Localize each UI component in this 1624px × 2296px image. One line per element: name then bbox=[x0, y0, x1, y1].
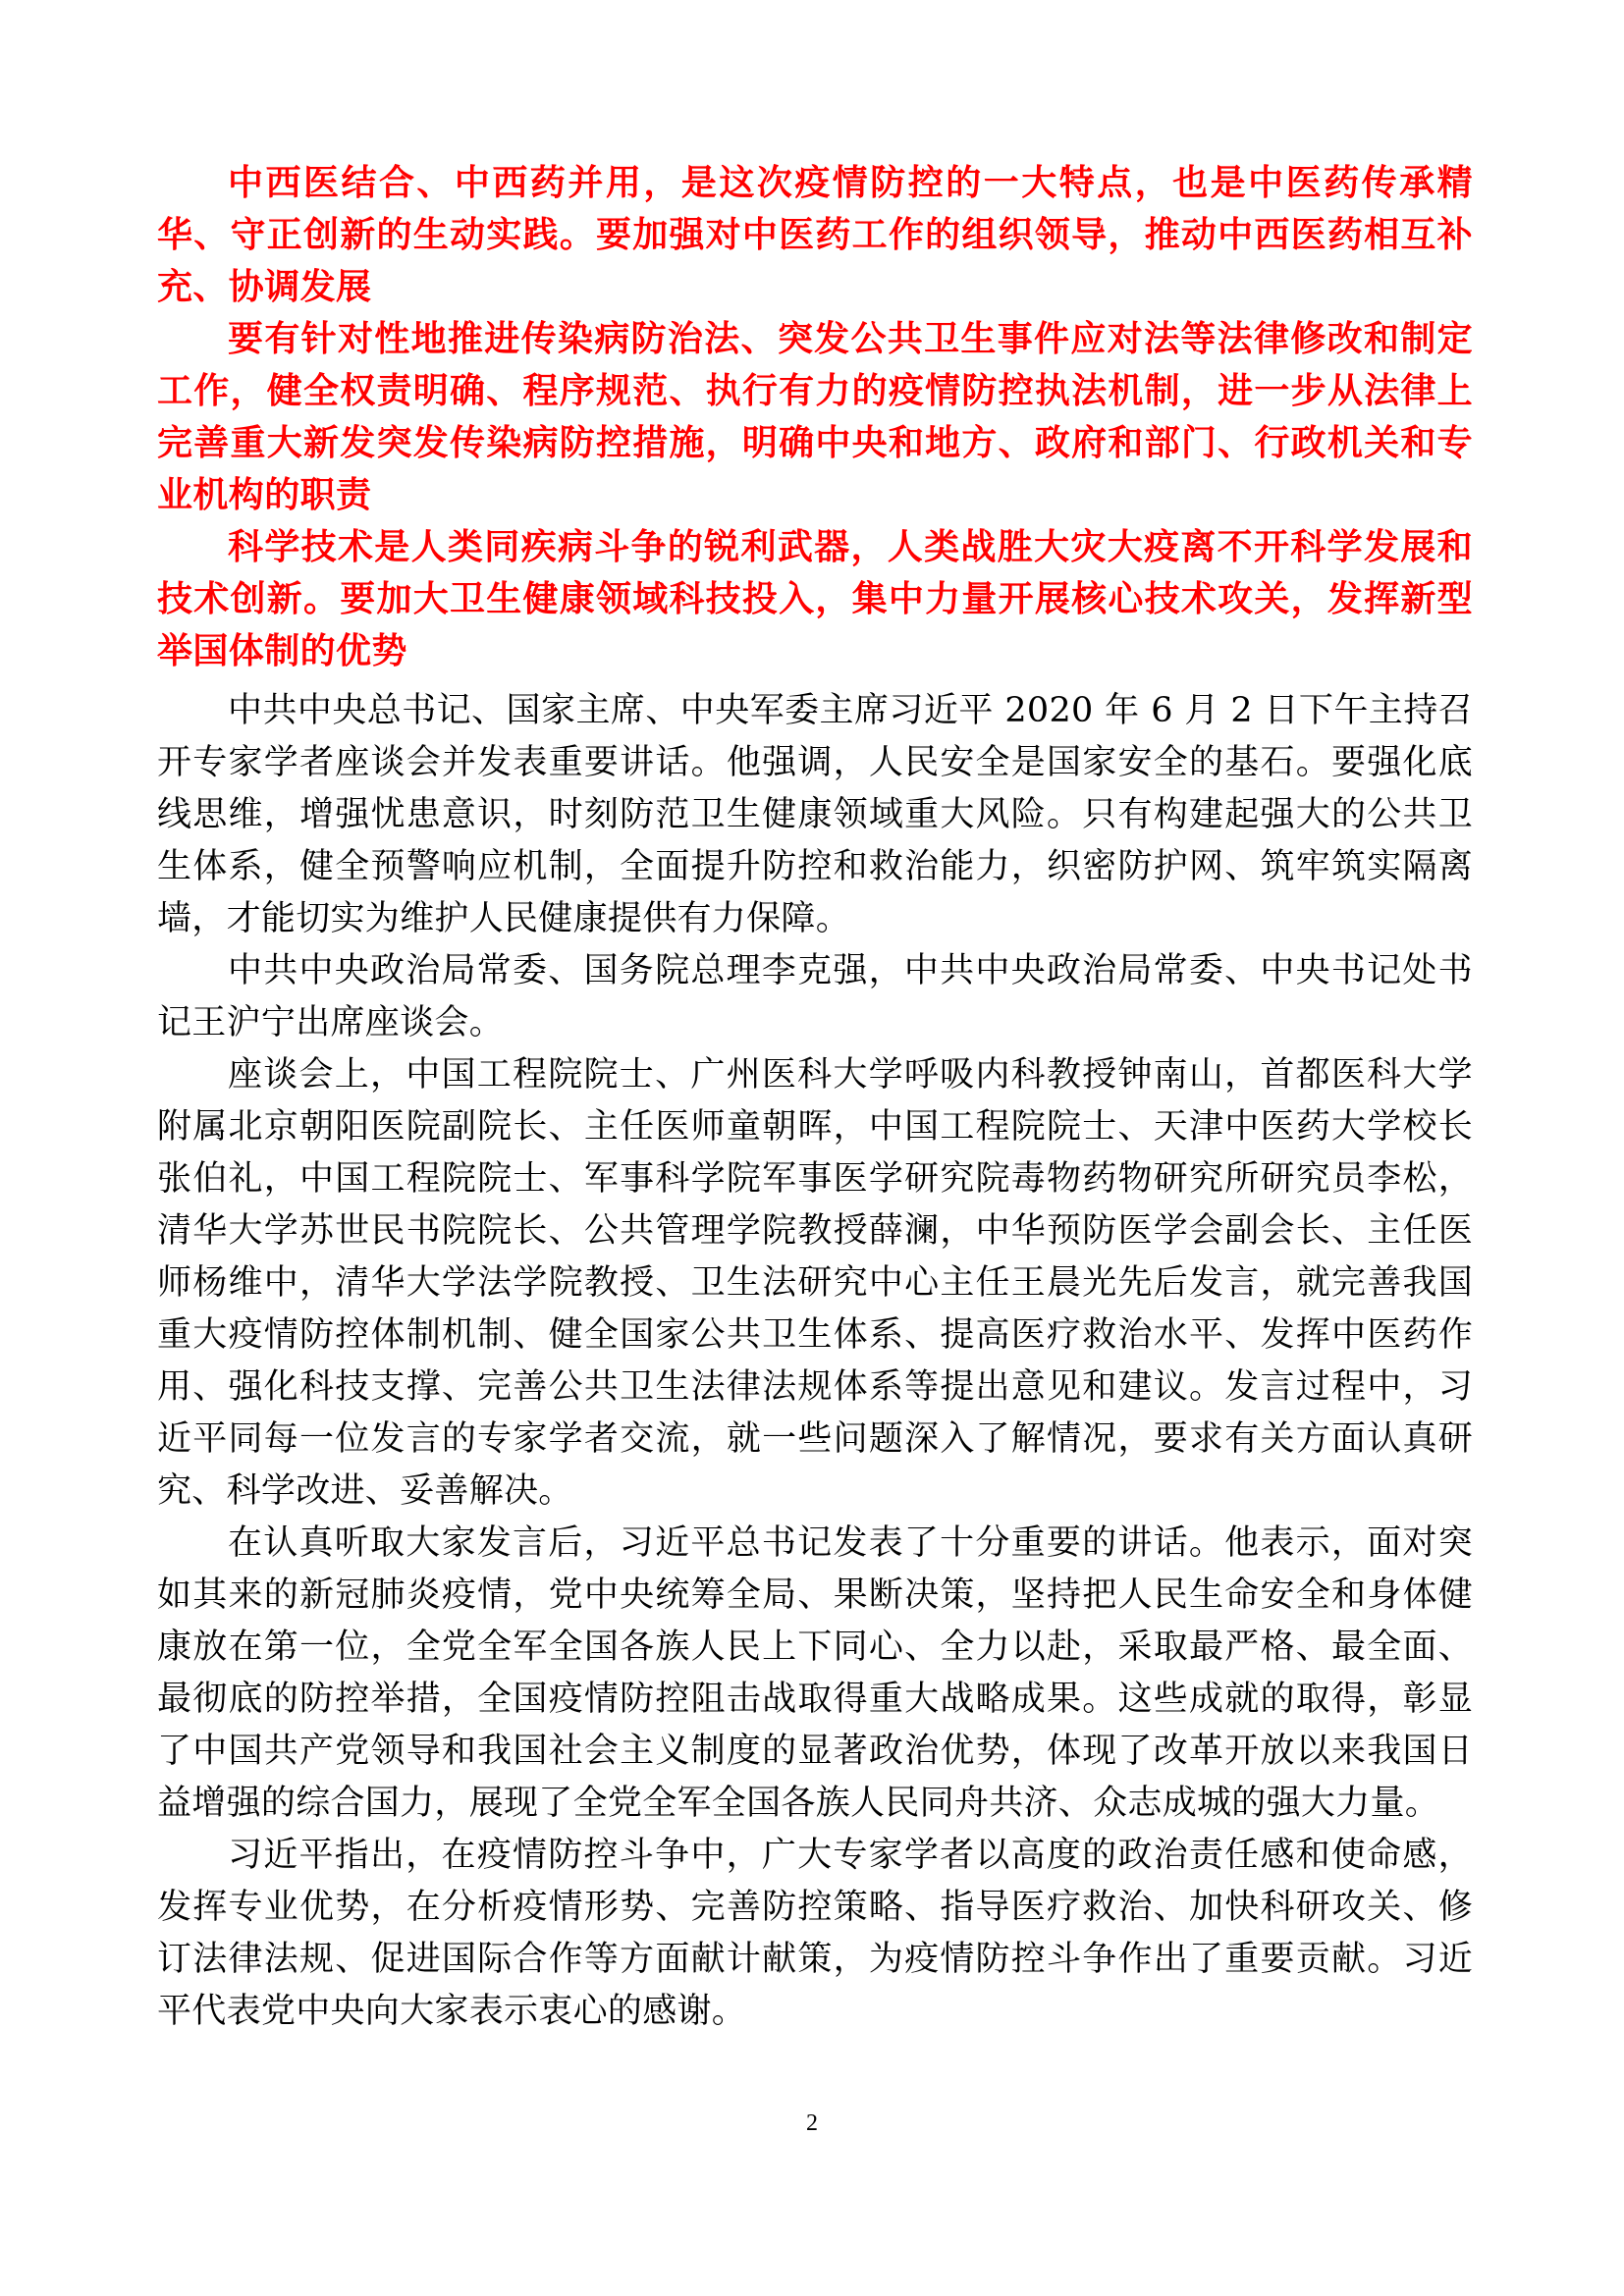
body-paragraph: 中共中央政治局常委、国务院总理李克强，中共中央政治局常委、中央书记处书记王沪宁出席座谈会。 bbox=[157, 951, 1473, 1042]
article-body bbox=[157, 685, 1473, 2038]
highlight-paragraph: 科学技术是人类同疾病斗争的锐利武器，人类战胜大灾大疫离不开科学发展和技术创新。要加大卫生健康领域科技投入，集中力量开展核心技术攻关，发挥新型举国体制的优势 bbox=[157, 527, 1473, 671]
page-content bbox=[157, 157, 1473, 2038]
body-paragraph: 中共中央总书记、国家主席、中央军委主席习近平 2020 年 6 月 2 日下午主持召开专家学者座谈会并发表重要讲话。他强调，人民安全是国家安全的基石。要强化底线思维，增强忧患意识，时刻防范卫生健康领域重大风险。只有构建起强大的公共卫生体系，健全预警响应机制，全面提升防控和救治能力，织密防护网、筑牢筑实隔离墙，才能切实为维护人民健康提供有力保障。 bbox=[157, 691, 1473, 938]
highlight-quotes bbox=[157, 157, 1473, 677]
body-paragraph: 在认真听取大家发言后，习近平总书记发表了十分重要的讲话。他表示，面对突如其来的新冠肺炎疫情，党中央统筹全局、果断决策，坚持把人民生命安全和身体健康放在第一位，全党全军全国各族人民上下同心、全力以赴，采取最严格、最全面、最彻底的防控举措，全国疫情防控阻击战取得重大战略成果。这些成就的取得，彰显了中国共产党领导和我国社会主义制度的显著政治优势，体现了改革开放以来我国日益增强的综合国力，展现了全党全军全国各族人民同舟共济、众志成城的强大力量。 bbox=[157, 1523, 1473, 1823]
highlight-paragraph: 要有针对性地推进传染病防治法、突发公共卫生事件应对法等法律修改和制定工作，健全权责明确、程序规范、执行有力的疫情防控执法机制，进一步从法律上完善重大新发突发传染病防控措施，明确中央和地方、政府和部门、行政机关和专业机构的职责 bbox=[157, 319, 1473, 515]
body-paragraph: 习近平指出，在疫情防控斗争中，广大专家学者以高度的政治责任感和使命感，发挥专业优势，在分析疫情形势、完善防控策略、指导医疗救治、加快科研攻关、修订法律法规、促进国际合作等方面献计献策，为疫情防控斗争作出了重要贡献。习近平代表党中央向大家表示衷心的感谢。 bbox=[157, 1836, 1473, 2031]
highlight-paragraph: 中西医结合、中西药并用，是这次疫情防控的一大特点，也是中医药传承精华、守正创新的生动实践。要加强对中医药工作的组织领导，推动中西医药相互补充、协调发展 bbox=[157, 163, 1473, 307]
page-number: 2 bbox=[806, 2110, 818, 2136]
body-paragraph: 座谈会上，中国工程院院士、广州医科大学呼吸内科教授钟南山，首都医科大学附属北京朝阳医院副院长、主任医师童朝晖，中国工程院院士、天津中医药大学校长张伯礼，中国工程院院士、军事科学院军事医学研究院毒物药物研究所研究员李松，清华大学苏世民书院院长、公共管理学院教授薛澜，中华预防医学会副会长、主任医师杨维中，清华大学法学院教授、卫生法研究中心主任王晨光先后发言，就完善我国重大疫情防控体制机制、健全国家公共卫生体系、提高医疗救治水平、发挥中医药作用、强化科技支撑、完善公共卫生法律法规体系等提出意见和建议。发言过程中，习近平同每一位发言的专家学者交流，就一些问题深入了解情况，要求有关方面认真研究、科学改进、妥善解决。 bbox=[157, 1055, 1473, 1511]
